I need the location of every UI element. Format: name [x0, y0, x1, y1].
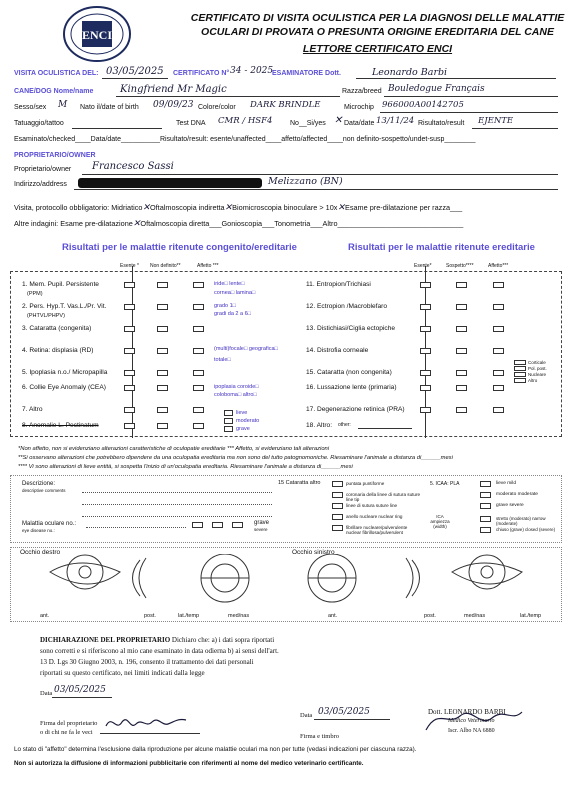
- right-eye-diagrams: [20, 554, 282, 616]
- left-row-5-checkbox-3[interactable]: [193, 370, 204, 376]
- cat-opt-4-label: anello nucleare nuclear ring: [346, 514, 403, 519]
- left-row-7-label: 7. Altro: [22, 406, 43, 413]
- r6-opt2: coloboma□ altro□: [214, 392, 257, 398]
- cat15-label: 15 Cataratta altro: [278, 480, 321, 486]
- address-redaction: [78, 178, 262, 188]
- cat-opt-5-checkbox[interactable]: [332, 525, 343, 531]
- owner-sign-label1: Firma del proprietario: [40, 720, 98, 727]
- icaa-opt-2-label: moderato moderate: [496, 492, 538, 497]
- chip-value: 966000A00142705: [382, 100, 464, 110]
- left-row-4-checkbox-3[interactable]: [193, 348, 204, 354]
- left-row-7-checkbox-1[interactable]: [124, 407, 135, 413]
- le-lattemp: lat./temp: [520, 613, 542, 619]
- right-row-14-checkbox-1[interactable]: [420, 348, 431, 354]
- icaa-opt-3-label: grave severe: [496, 503, 524, 508]
- re-post: post.: [144, 613, 156, 619]
- vet-stamp2: Medico Veterinario: [448, 718, 495, 724]
- ica-opt-1-label: stretto (moderato) narrow (moderate): [496, 516, 546, 526]
- color-value: DARK BRINDLE: [250, 100, 321, 110]
- right-row-12-checkbox-2[interactable]: [456, 304, 467, 310]
- birth-value: 09/09/23: [153, 100, 194, 110]
- re-ant: ant.: [40, 613, 50, 619]
- vet-sign-label: Firma e timbro: [300, 733, 339, 740]
- left-row-8-checkbox-1[interactable]: [124, 423, 135, 429]
- disease-label: Malattia oculare no.:: [22, 521, 77, 527]
- cat-opt-3-label: linee di sutura suture line: [346, 503, 398, 508]
- left-row-6-checkbox-2[interactable]: [157, 385, 168, 391]
- left-row-6-checkbox-1[interactable]: [124, 385, 135, 391]
- left-row-7-checkbox-2[interactable]: [157, 407, 168, 413]
- r2-opt2: gradi da 2 a 6□: [214, 311, 251, 317]
- visit-date-value: 03/05/2025: [106, 66, 164, 77]
- re-medinas: med/nas: [228, 613, 250, 619]
- left-row-1-label: 1. Mem. Pupil. Persistente: [22, 281, 99, 288]
- right-row-16-checkbox-3[interactable]: [493, 385, 504, 391]
- le-post: post.: [424, 613, 436, 619]
- decl-date-value: 03/05/2025: [54, 685, 106, 695]
- left-row-3-label: 3. Cataratta (congenita): [22, 325, 92, 332]
- icaa-opt-3-checkbox[interactable]: [480, 503, 491, 509]
- right-row-15-checkbox-1[interactable]: [420, 370, 431, 376]
- col-r-affetto: Affetto***: [488, 263, 509, 269]
- declaration-line4: riportati su questo certificato, nei limiti indicati dalla legge: [40, 669, 205, 677]
- col-affetto: Affetto ***: [197, 263, 219, 269]
- protocol-line1: Visita, protocollo obbligatorio: Midriatico✕Oftalmoscopia indiretta✕Biomicroscopia binoculare > 10x✕Esame pre-dilatazione per razza___: [14, 203, 463, 213]
- right-row-18-label: 18. Altro:: [306, 422, 333, 429]
- r8-opt1: lieve: [236, 410, 248, 416]
- ica-opt-2-checkbox[interactable]: [480, 527, 491, 533]
- icaa-opt-1-label: lieve mild: [496, 481, 516, 486]
- owner-label: Proprietario/owner: [14, 166, 72, 173]
- r15-opt3: Nucleare: [528, 372, 547, 377]
- vet-stamp3: Iscr. Albo NA 6880: [448, 728, 495, 734]
- breed-value: Bouledogue Français: [388, 84, 485, 94]
- dog-name-value: Kingfriend Mr Magic: [120, 84, 227, 95]
- severe-label: severe: [254, 527, 268, 532]
- visit-date-label: VISITA OCULISTICA DEL:: [14, 70, 99, 77]
- owner-sign-label2: o di chi ne fa le veci: [40, 729, 93, 736]
- right-row-14-label: 14. Distrofia corneale: [306, 347, 369, 354]
- declaration-line1: DICHIARAZIONE DEL PROPRIETARIO Dichiaro che: a) i dati sopra riportati: [40, 636, 275, 644]
- r15-opt1: Corticale: [528, 360, 546, 365]
- cat-opt-1-checkbox[interactable]: [332, 481, 343, 487]
- right-section-title: Risultati per le malattie ritenute ereditarie: [348, 242, 535, 253]
- dna-date-label: Data/date: [344, 120, 375, 127]
- r15-opt4: Altro: [528, 378, 538, 383]
- footer-line1: Lo stato di "affetto" determina l'esclusione dalla riproduzione per alcune malattie oculari ma non per tutte (vedasi indicazioni per ciascuna razza).: [14, 746, 417, 753]
- color-label: Colore/color: [198, 104, 236, 111]
- left-row-3-checkbox-1[interactable]: [124, 326, 135, 332]
- right-row-16-checkbox-2[interactable]: [456, 385, 467, 391]
- si-check-mark: ✕: [334, 115, 343, 126]
- right-row-12-checkbox-1[interactable]: [420, 304, 431, 310]
- disease-sub: eye disease no.:: [22, 528, 55, 533]
- left-row-8-checkbox-2[interactable]: [157, 423, 168, 429]
- chip-label: Microchip: [344, 104, 374, 111]
- left-row-5-label: 5. Ipoplasia n.o./ Micropapilla: [22, 369, 108, 376]
- r8-opt2: moderato: [236, 418, 260, 424]
- left-row-5-checkbox-2[interactable]: [157, 370, 168, 376]
- sex-value: M: [58, 100, 68, 110]
- col-non-definito: Non definito**: [150, 263, 181, 269]
- right-row-11-checkbox-2[interactable]: [456, 282, 467, 288]
- r1-opt1: iride□ lente□: [214, 281, 245, 287]
- title-line2: OCULARI DI PROVATA O PRESUNTA ORIGINE EREDITARIA DEL CANE: [201, 26, 554, 38]
- right-row-17-checkbox-2[interactable]: [456, 407, 467, 413]
- r18-other: other:: [338, 422, 351, 428]
- dna-date-value: 13/11/24: [376, 116, 415, 126]
- grave-label: grave: [254, 520, 270, 526]
- r8-opt3: grave: [236, 426, 250, 432]
- left-section-title: Risultati per le malattie ritenute congenito/ereditarie: [62, 242, 297, 253]
- right-row-14-checkbox-2[interactable]: [456, 348, 467, 354]
- cat-opt-2-label: coronaria della linee di sutura suture line tip: [346, 492, 421, 502]
- ica-label: ICA ampiezza (width): [430, 514, 450, 529]
- breed-label: Razza/breed: [342, 88, 382, 95]
- re-lattemp: lat./temp: [178, 613, 200, 619]
- left-row-7-checkbox-3[interactable]: [193, 407, 204, 413]
- col-r-esente: Esente*: [414, 263, 432, 269]
- checked-line: Esaminato/checked____Data/date__________Risultato/result: esente/unaffected____affetto/affected____non definito-sospetto/undet-susp________: [14, 136, 476, 143]
- title-line1: CERTIFICATO DI VISITA OCULISTICA PER LA DIAGNOSI DELLE MALATTIE: [190, 12, 565, 24]
- left-eye-diagrams: [292, 554, 554, 616]
- left-row-3-checkbox-3[interactable]: [193, 326, 204, 332]
- right-row-11-checkbox-1[interactable]: [420, 282, 431, 288]
- result-value: EJENTE: [478, 116, 514, 126]
- r4-opt2: totale□: [214, 357, 231, 363]
- right-row-16-checkbox-1[interactable]: [420, 385, 431, 391]
- cat-opt-2-checkbox[interactable]: [332, 492, 343, 498]
- left-row-8-label: 8. Anomalie L. Pectinatum: [22, 422, 99, 429]
- right-row-13-checkbox-3[interactable]: [493, 326, 504, 332]
- left-row-2-sub: (PHTVL/PHPV): [27, 313, 65, 319]
- icaa-opt-2-checkbox[interactable]: [480, 492, 491, 498]
- r15-opt2: Pol. post.: [528, 366, 547, 371]
- left-row-2-label: 2. Pers. Hyp.T. Vas.L./Pr. Vit.: [22, 303, 107, 310]
- right-row-13-label: 13. Distichiasi/Ciglia ectopiche: [306, 325, 396, 332]
- left-row-2-checkbox-1[interactable]: [124, 304, 135, 310]
- note-2: **Si osservano alterazioni che potrebbero dipendere da una oculopatia ereditaria ma non sono del tutto patognomoniche. Riesaminare l'animale a distanza di______mesi: [18, 455, 453, 461]
- address-value: Melizzano (BN): [268, 176, 343, 187]
- cert-value: 34 - 2025: [230, 66, 274, 76]
- right-row-14-checkbox-3[interactable]: [493, 348, 504, 354]
- left-row-6-label: 6. Collie Eye Anomaly (CEA): [22, 384, 106, 391]
- decl-date-label: Data: [40, 690, 53, 697]
- vet-date-value: 03/05/2025: [318, 707, 370, 717]
- owner-section-label: PROPRIETARIO/OWNER: [14, 152, 96, 159]
- left-row-2-checkbox-2[interactable]: [157, 304, 168, 310]
- left-row-1-checkbox-2[interactable]: [157, 282, 168, 288]
- col-r-sospetto: Sospetto****: [446, 263, 474, 269]
- left-row-4-checkbox-2[interactable]: [157, 348, 168, 354]
- le-medinas: med/nas: [464, 613, 486, 619]
- no-si-label: No__Si/yes: [290, 120, 326, 127]
- right-row-15-checkbox-3[interactable]: [493, 370, 504, 376]
- sex-label: Sesso/sex: [14, 104, 47, 111]
- r4-opt1: (multi)focale□ geografica□: [214, 346, 278, 352]
- right-row-17-label: 17. Degenerazione retinica (PRA): [306, 406, 405, 413]
- owner-signature: [102, 712, 192, 734]
- result-label: Risultato/result: [418, 120, 465, 127]
- right-row-17-checkbox-1[interactable]: [420, 407, 431, 413]
- r1-opt2: cornea□ lamina□: [214, 290, 256, 296]
- left-row-4-label: 4. Retina: displasia (RD): [22, 347, 94, 354]
- ica-opt-2-label: chiuso (grave) closed (severe): [496, 527, 556, 532]
- right-row-12-checkbox-3[interactable]: [493, 304, 504, 310]
- le-ant: ant.: [328, 613, 338, 619]
- vet-signature: [418, 700, 528, 740]
- left-row-6-checkbox-3[interactable]: [193, 385, 204, 391]
- cat-opt-4-checkbox[interactable]: [332, 514, 343, 520]
- desc-label: Descrizione:: [22, 481, 56, 487]
- cat-opt-3-checkbox[interactable]: [332, 503, 343, 509]
- right-eye-label: Occhio destro: [20, 549, 61, 556]
- dog-name-label: CANE/DOG Nome/name: [14, 88, 94, 95]
- owner-value: Francesco Sassi: [92, 161, 174, 172]
- birth-label: Nato il/date of birth: [80, 104, 139, 111]
- examiner-value: Leonardo Barbi: [372, 67, 448, 78]
- cat-opt-1-label: puntata puntiforme: [346, 481, 385, 486]
- dna-label: Test DNA: [176, 120, 206, 127]
- subtitle: LETTORE CERTIFICATO ENCI: [302, 43, 453, 55]
- right-row-16-label: 16. Lussazione lente (primaria): [306, 384, 397, 391]
- tattoo-label: Tatuaggio/tattoo: [14, 120, 64, 127]
- cert-label: CERTIFICATO N°: [173, 70, 230, 77]
- dna-value: CMR / HSF4: [218, 116, 273, 126]
- right-row-15-checkbox-2[interactable]: [456, 370, 467, 376]
- note-1: *Non affetto, non si evidenziano alterazioni caratteristiche di oculopatie ereditarie *** Affetto, si evidenziano tali alterazioni: [18, 446, 330, 452]
- declaration-line3: 13 D. Lgs 30 Giugno 2003, n. 196, consento il trattamento dei dati personali: [40, 658, 254, 666]
- cat-opt-5-label: fibrillare nucleare/pulverulente nuclear fibrillosa/pulverulent: [346, 525, 408, 535]
- desc-sub: descriptive comments: [22, 488, 66, 493]
- examiner-label: ESAMINATORE Dott.: [272, 70, 341, 77]
- right-row-11-checkbox-3[interactable]: [493, 282, 504, 288]
- right-row-13-checkbox-1[interactable]: [420, 326, 431, 332]
- enci-logo: [62, 5, 132, 63]
- left-row-5-checkbox-1[interactable]: [124, 370, 135, 376]
- right-row-12-label: 12. Ectropion /Macroblefaro: [306, 303, 387, 310]
- left-row-1-checkbox-3[interactable]: [193, 282, 204, 288]
- left-row-1-sub: (PPM): [27, 291, 43, 297]
- right-row-17-checkbox-3[interactable]: [493, 407, 504, 413]
- right-row-11-label: 11. Entropion/Trichiasi: [306, 281, 371, 288]
- col-esente: Esente *: [120, 263, 139, 269]
- left-row-2-checkbox-3[interactable]: [193, 304, 204, 310]
- left-row-3-checkbox-2[interactable]: [157, 326, 168, 332]
- left-row-1-checkbox-1[interactable]: [124, 282, 135, 288]
- footer-line2: Non si autorizza la diffusione di informazioni pubblicitarie con riferimenti al nome del medico veterinario certificante.: [14, 760, 364, 767]
- vet-stamp1: Dott. LEONARDO BARBI: [428, 708, 506, 716]
- r6-opt1: ipoplasia coroide□: [214, 384, 259, 390]
- ica-opt-1-checkbox[interactable]: [480, 516, 491, 522]
- vet-date-label: Data: [300, 712, 313, 719]
- left-eye-label: Occhio sinistro: [292, 549, 335, 556]
- logo-text: ENCI: [81, 28, 113, 42]
- icaa-label: 5. ICAA: PLA: [430, 481, 460, 487]
- right-row-15-label: 15. Cataratta (non congenita): [306, 369, 392, 376]
- note-3: **** Vi sono alterazioni di lieve entità, si sospetta l'inizio di un'oculopatia ereditaria. Riesaminare l'animale a distanza di______mesi: [18, 464, 353, 470]
- address-label: Indirizzo/address: [14, 181, 67, 188]
- r2-opt1: grado 1□: [214, 303, 236, 309]
- right-row-13-checkbox-2[interactable]: [456, 326, 467, 332]
- left-row-4-checkbox-1[interactable]: [124, 348, 135, 354]
- protocol-line2: Altre indagini: Esame pre-dilatazione✕Oftalmoscopia diretta___Gonioscopia___Tonometria___Altro_______________________________: [14, 219, 464, 229]
- declaration-line2: sono corretti e si riferiscono al mio cane esaminato in data odierna b) ai sensi dell'art.: [40, 647, 279, 655]
- icaa-opt-1-checkbox[interactable]: [480, 481, 491, 487]
- left-row-8-checkbox-3[interactable]: [193, 423, 204, 429]
